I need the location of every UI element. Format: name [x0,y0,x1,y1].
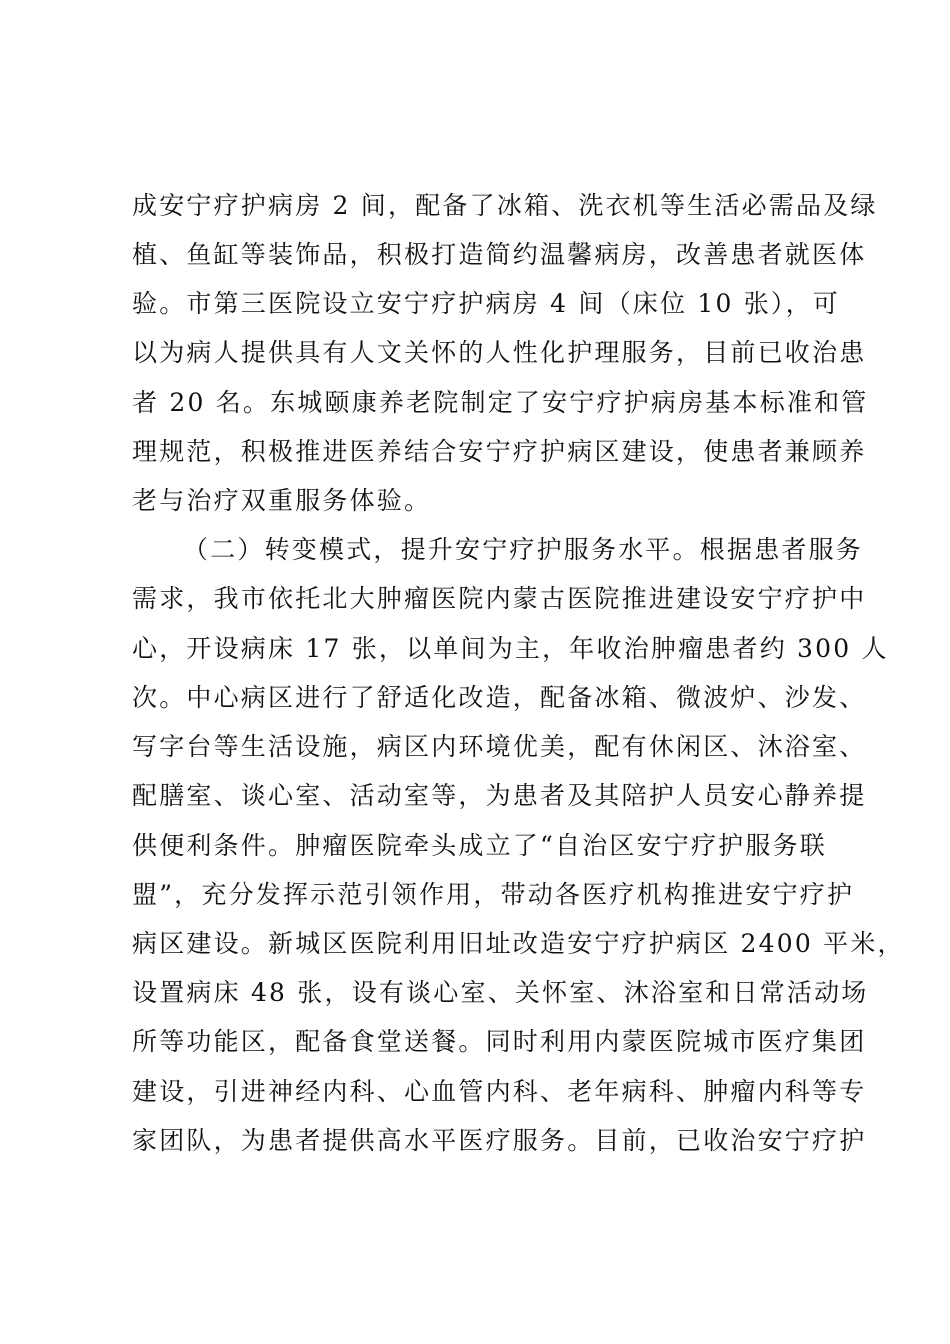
text-line-3: 验。市第三医院设立安宁疗护病房 4 间（床位 10 张），可 [132,289,841,318]
text-line-18: 所等功能区，配备食堂送餐。同时利用内蒙医院城市医疗集团 [132,1027,867,1056]
text-line-4: 以为病人提供具有人文关怀的人性化护理服务，目前已收治患 [132,338,867,367]
section-heading-line: （二）转变模式，提升安宁疗护服务水平。根据患者服务 [183,535,864,564]
text-line-12: 写字台等生活设施，病区内环境优美，配有休闲区、沐浴室、 [132,732,867,761]
text-line-2: 植、鱼缸等装饰品，积极打造简约温馨病房，改善患者就医体 [132,240,867,269]
text-line-1: 成安宁疗护病房 2 间，配备了冰箱、洗衣机等生活必需品及绿 [132,191,878,220]
text-line-15: 盟”，充分发挥示范引领作用，带动各医疗机构推进安宁疗护 [132,880,855,909]
text-line-16: 病区建设。新城区医院利用旧址改造安宁疗护病区 2400 平米， [132,929,905,958]
text-line-11: 次。中心病区进行了舒适化改造，配备冰箱、微波炉、沙发、 [132,683,867,712]
text-line-14: 供便利条件。肿瘤医院牵头成立了“自治区安宁疗护服务联 [132,831,827,860]
text-line-19: 建设，引进神经内科、心血管内科、老年病科、肿瘤内科等专 [132,1077,867,1106]
text-line-10: 心，开设病床 17 张，以单间为主，年收治肿瘤患者约 300 人 [132,634,889,663]
text-line-5: 者 20 名。东城颐康养老院制定了安宁疗护病房基本标准和管 [132,388,869,417]
text-line-6: 理规范，积极推进医养结合安宁疗护病区建设，使患者兼顾养 [132,437,867,466]
text-line-7: 老与治疗双重服务体验。 [132,486,432,515]
text-line-20: 家团队，为患者提供高水平医疗服务。目前，已收治安宁疗护 [132,1126,867,1155]
text-line-13: 配膳室、谈心室、活动室等，为患者及其陪护人员安心静养提 [132,781,867,810]
text-line-17: 设置病床 48 张，设有谈心室、关怀室、沐浴室和日常活动场 [132,978,869,1007]
text-line-9: 需求，我市依托北大肿瘤医院内蒙古医院推进建设安宁疗护中 [132,584,867,613]
